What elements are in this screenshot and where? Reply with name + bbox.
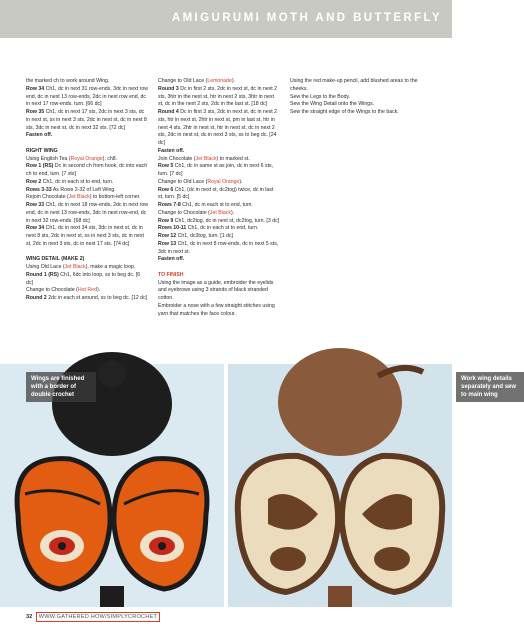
- row-9: Row 9 Ch1, dc2tog, dc in next st, dc2tog, turn. [3 dc]: [158, 217, 280, 224]
- round-4: Round 4 Dc in first 3 sts, 2dc in next st, dc in next 2 sts, htr in next st, 2htr in next st, pm in last st, htr in next 4 sts, 2htr in next st, htr in next st, dc in next 2 sts, 2dc in next st, dc in next 3 sts, ss to beg dc. [24 dc]: [158, 109, 278, 146]
- row-6: Row 6 Ch1, (dc in next st, dc2tog) twice, dc in last st, turn. [5 dc]: [158, 186, 274, 201]
- round-2: Round 2 2dc in each st around, ss to beg dc. [12 dc]: [26, 295, 148, 301]
- fasten-off: Fasten off.: [26, 132, 53, 139]
- right-wing-using: Using English Tea (Royal Orange), ch8.: [26, 155, 118, 162]
- finish-para-4: Sew the Legs to the Body.: [290, 93, 351, 100]
- change-chocolate-2: Change to Chocolate (Jet Black).: [158, 209, 235, 216]
- photo-row: [0, 364, 517, 607]
- butterfly-wings-photo: [228, 364, 517, 607]
- row-5: Row 5 Ch1, dc in same st as join, dc in next 6 sts, turn. [7 dc]: [158, 163, 274, 177]
- page-number: 32: [26, 614, 33, 620]
- rejoin: Rejoin Chocolate (Jet Black) to bottom-left corner.: [26, 194, 141, 201]
- row-1: Row 1 (RS) Dc in second ch from hook, dc into each ch to end, turn. [7 sts]: [26, 163, 148, 177]
- fasten-off-2: Fasten off.: [158, 147, 185, 154]
- page-header-title: AMIGURUMI MOTH AND BUTTERFLY: [171, 12, 442, 24]
- footer-url-link[interactable]: WWW.GATHERED.HOW/SIMPLYCROCHET: [36, 612, 160, 622]
- round-1: Round 1 (RS) Ch1, 6dc into loop, ss to beg dc. [6 dc]: [26, 271, 141, 286]
- header-band: [0, 0, 452, 38]
- para-intro: the marked ch to work around Wing.: [26, 78, 110, 84]
- column-2: [158, 78, 280, 318]
- finish-para-1: Using the image as a guide, embroider the eyelids and eyebrows using 3 strands of black stranded cotton.: [158, 279, 274, 301]
- row-33: Row 33 Ch1, dc in next 18 row-ends, 2dc in next row end, dc in next 13 row-ends, 3dc in next row-end, dc in next 32 row-ends. [68 dc]: [26, 202, 148, 224]
- heading-wing-detail: WING DETAIL (MAKE 2): [26, 256, 85, 263]
- row-13: Row 13 Ch1, dc in next 8 row-ends, dc in next 5 sts, 3dc in next st.: [158, 240, 279, 255]
- heading-right-wing: RIGHT WING: [26, 147, 58, 154]
- finish-para-5: Sew the Wing Detail onto the Wings.: [290, 101, 375, 108]
- change-old-lace-2: Change to Old Lace (Royal Orange).: [158, 178, 243, 185]
- round-3: Round 3 Dc in first 2 sts, 2dc in next st, dc in next 2 sts, 3htr in the next st, htr in next 2 sts, 3htr in next st, dc in the next 2 sts, 2dc in the last st. [18 dc]: [158, 85, 278, 108]
- footer: [26, 614, 160, 620]
- join-chocolate: Join Chocolate (Jet Black) to marked st.: [158, 155, 250, 162]
- row-34: Row 34 Ch1, dc in next 31 row-ends, 3dc in next row end, dc in next 13 row-ends, 2dc in next row end, dc in next 17 row-ends, turn. [66 dc]: [26, 85, 148, 108]
- butterfly-illustration: [228, 364, 452, 607]
- row-2: Row 2 Ch1, dc in each st to end, turn.: [26, 178, 114, 185]
- change-old-lace: Change to Old Lace (Lemonade).: [158, 78, 236, 84]
- row-35: Row 35 Ch1, dc in next 17 sts, 2dc in next 3 sts, dc in next st, ss in next 3 sts, 2dc in next st, dc in next 8 sts, 3dc in next st, dc in next 32 sts. [72 dc]: [26, 109, 147, 131]
- change-chocolate: Change to Chocolate (Hot Red).: [26, 287, 101, 294]
- caption-left: Wings are finished with a border of double crochet: [26, 372, 96, 402]
- fasten-off-3: Fasten off.: [158, 256, 185, 263]
- rows-3-33: Rows 3-33 As Rows 2-32 of Left Wing.: [26, 186, 116, 193]
- heading-to-finish: TO FINISH: [158, 271, 184, 278]
- row-12: Row 12 Ch1, dc3tog, turn. [1 dc]: [158, 233, 233, 239]
- caption-right: Work wing details separately and sew to main wing: [456, 372, 524, 402]
- wing-detail-using: Using Old Lace (Jet Black), make a magic loop.: [26, 264, 136, 270]
- rows-7-8: Rows 7-8 Ch1, dc in each st to end, turn.: [158, 202, 253, 208]
- row-34-right: Row 34 Ch1, dc in next 34 sts, 3dc in next st, dc in next 8 sts, 2dc in next st, ss in next 3 sts, dc in next st, 2dc in next 3 sts, dc in next 17 sts. [74 dc]: [26, 225, 144, 247]
- moth-wings-photo: [0, 364, 224, 607]
- column-1: [26, 78, 148, 303]
- finish-para-3: Using the red make-up pencil, add blushed areas to the cheeks.: [290, 78, 418, 92]
- column-3: [290, 78, 426, 117]
- finish-para-2: Embroider a nose with a few straight stitches using yarn that matches the face colour.: [158, 302, 275, 317]
- rows-10-11: Rows 10-11 Ch1, dc in each st to end, turn.: [158, 225, 259, 232]
- finish-para-6: Sew the straight edge of the Wings to the back.: [290, 109, 399, 115]
